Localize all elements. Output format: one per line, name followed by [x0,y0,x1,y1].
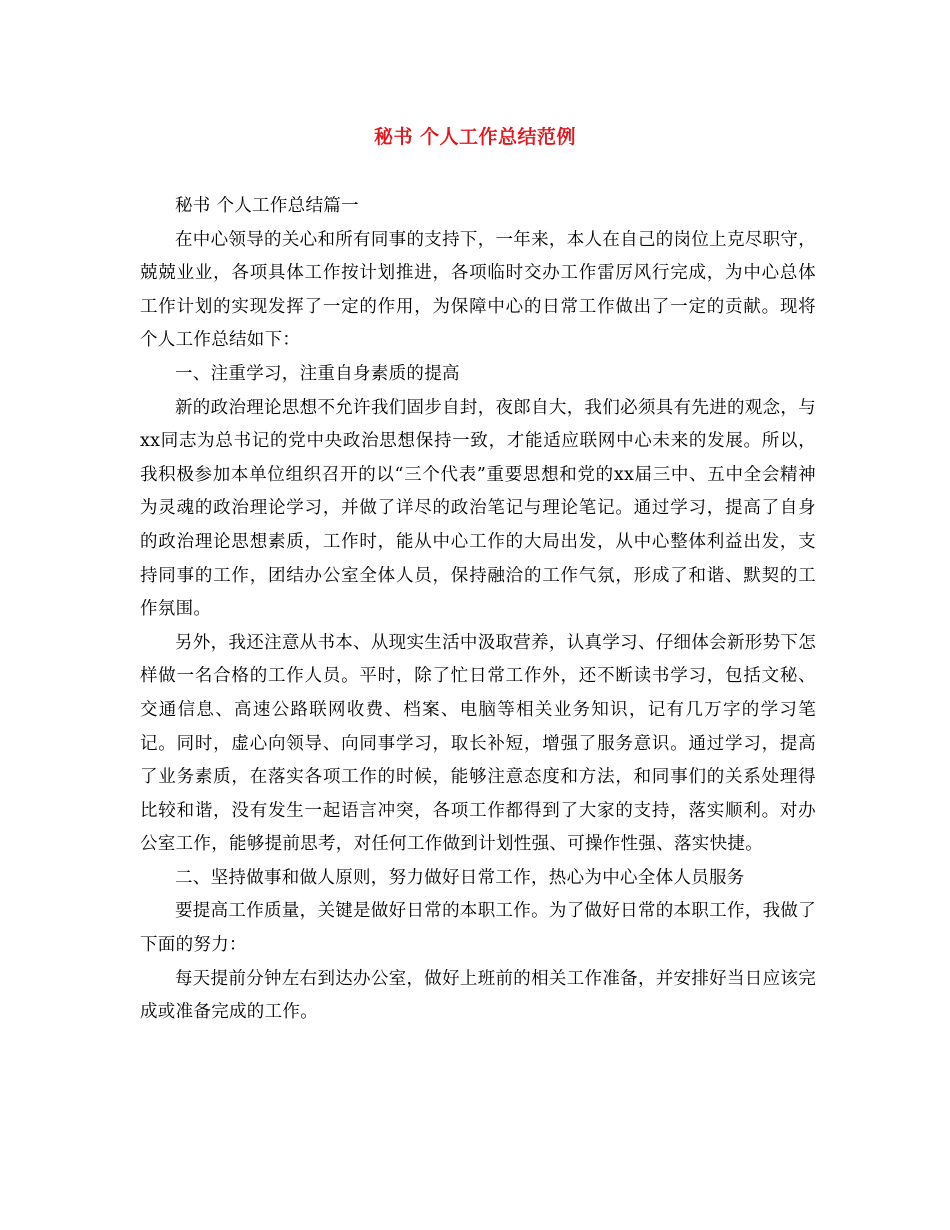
paragraph-daily: 每天提前分钟左右到达办公室，做好上班前的相关工作准备，并安排好当日应该完成或准备完成的工作。 [140,968,816,1023]
subheading-principles: 二、坚持做事和做人原则，努力做好日常工作，热心为中心全体人员服务 [175,867,745,888]
paragraph-quality: 要提高工作质量，关键是做好日常的本职工作。为了做好日常的本职工作，我做了下面的努力： [140,901,816,956]
paragraph-intro: 在中心领导的关心和所有同事的支持下，一年来，本人在自己的岗位上克尽职守，兢兢业业，各项具体工作按计划推进，各项临时交办工作雷厉风行完成，为中心总体工作计划的实现发挥了一定的作用，为保障中心的日常工作做出了一定的贡献。现将个人工作总结如下： [140,229,816,351]
section-heading-1: 秘书 个人工作总结篇一 [175,196,359,216]
paragraph-learning: 另外，我还注意从书本、从现实生活中汲取营养，认真学习、仔细体会新形势下怎样做一名合格的工作人员。平时，除了忙日常工作外，还不断读书学习，包括文秘、交通信息、高速公路联网收费、档案、电脑等相关业务知识，记有几万字的学习笔记。同时，虚心向领导、向同事学习，取长补短，增强了服务意识。通过学习，提高了业务素质，在落实各项工作的时候，能够注意态度和方法，和同事们的关系处理得比较和谐，没有发生一起语言冲突，各项工作都得到了大家的支持，落实顺利。对办公室工作，能够提前思考，对任何工作做到计划性强、可操作性强、落实快捷。 [140,632,816,855]
paragraph-politics: 新的政治理论思想不允许我们固步自封，夜郎自大，我们必须具有先进的观念，与xx同志为总书记的党中央政治思想保持一致，才能适应联网中心未来的发展。所以，我积极参加本单位组织召开的以“三个代表”重要思想和党的xx届三中、五中全会精神为灵魂的政治理论学习，并做了详尽的政治笔记与理论笔记。通过学习，提高了自身的政治理论思想素质，工作时，能从中心工作的大局出发，从中心整体利益出发，支持同事的工作，团结办公室全体人员，保持融洽的工作气氛，形成了和谐、默契的工作氛围。 [140,397,816,620]
document-title: 秘书 个人工作总结范例 [373,126,577,148]
document-body [140,190,816,1030]
subheading-study: 一、注重学习，注重自身素质的提高 [175,363,460,384]
